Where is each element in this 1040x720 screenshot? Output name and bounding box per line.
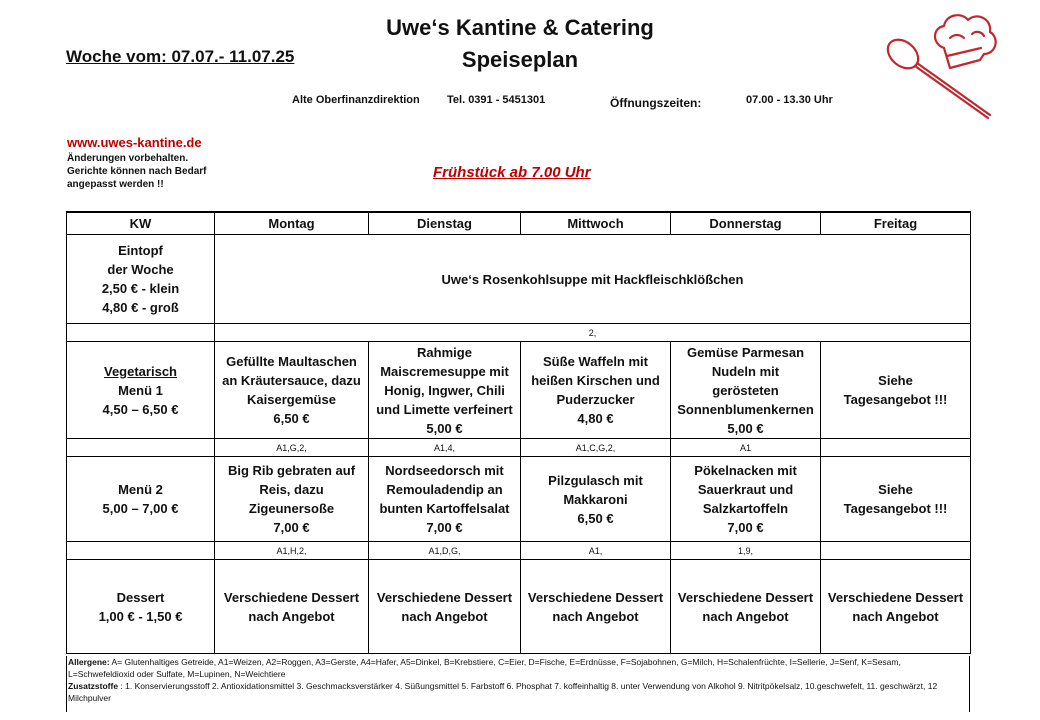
dish-line: Rahmige bbox=[417, 344, 472, 360]
eintopf-code: 2, bbox=[215, 324, 971, 342]
notice-line: angepasst werden !! bbox=[67, 179, 164, 190]
dish-line: Süße Waffeln mit bbox=[543, 354, 648, 369]
notice bbox=[67, 152, 237, 191]
menu1-dienstag bbox=[369, 342, 521, 439]
opening-hours: 07.00 - 13.30 Uhr bbox=[746, 94, 833, 106]
allergen-label: Allergene: bbox=[68, 657, 110, 667]
allergen-code: A1,4, bbox=[369, 439, 521, 457]
dish-price: 7,00 € bbox=[273, 520, 310, 535]
allergen-code: 1,9, bbox=[671, 542, 821, 560]
col-header-donnerstag: Donnerstag bbox=[671, 212, 821, 235]
eintopf-price-large: 4,80 € - groß bbox=[102, 300, 179, 315]
week-range: Woche vom: 07.07.- 11.07.25 bbox=[66, 47, 295, 66]
header-row bbox=[67, 212, 971, 235]
dish-price: 7,00 € bbox=[426, 520, 463, 535]
dish-line: heißen Kirschen und bbox=[531, 373, 660, 388]
dessert-freitag bbox=[821, 560, 971, 654]
menu1-price: 4,50 – 6,50 € bbox=[102, 401, 179, 417]
allergen-code bbox=[821, 439, 971, 457]
dish-price: 5,00 € bbox=[426, 420, 463, 436]
dessert-montag bbox=[215, 560, 369, 654]
allergen-code: A1, bbox=[521, 542, 671, 560]
dish-line: Puderzucker bbox=[556, 392, 635, 407]
menu2-code-row bbox=[67, 542, 971, 560]
notice-line: Gerichte können nach Bedarf bbox=[67, 166, 207, 177]
dish-line: Tagesangebot !!! bbox=[843, 392, 948, 407]
dish-line: nach Angebot bbox=[552, 608, 639, 624]
allergen-code: A1,C,G,2, bbox=[521, 439, 671, 457]
menu1-donnerstag bbox=[671, 342, 821, 439]
dish-line: nach Angebot bbox=[852, 608, 939, 624]
dish-line: Remouladendip an bbox=[386, 482, 503, 497]
menu2-montag bbox=[215, 457, 369, 542]
menu2-row bbox=[67, 457, 971, 542]
menu2-dienstag bbox=[369, 457, 521, 542]
additive-legend bbox=[68, 680, 969, 704]
dish-line: an Kräutersauce, dazu bbox=[222, 373, 361, 388]
dish-line: Verschiedene Dessert bbox=[527, 589, 664, 605]
dessert-price: 1,00 € - 1,50 € bbox=[98, 608, 183, 624]
eintopf-code-row bbox=[67, 324, 971, 342]
col-header-dienstag: Dienstag bbox=[369, 212, 521, 235]
dish-line: und Limette verfeinert bbox=[376, 401, 513, 417]
eintopf-title: Eintopf bbox=[118, 243, 163, 258]
dish-line: Zigeunersoße bbox=[248, 501, 335, 516]
dessert-row bbox=[67, 560, 971, 654]
dish-price: 6,50 € bbox=[577, 510, 614, 526]
address: Alte Oberfinanzdirektion bbox=[292, 94, 420, 106]
dish-line: Tagesangebot !!! bbox=[843, 501, 948, 516]
notice-line: Änderungen vorbehalten. bbox=[67, 153, 189, 164]
col-header-freitag: Freitag bbox=[821, 212, 971, 235]
dish-price: 6,50 € bbox=[273, 411, 310, 426]
menu1-code-row bbox=[67, 439, 971, 457]
dish-line: Pilzgulasch mit bbox=[548, 472, 643, 488]
code-cell bbox=[67, 439, 215, 457]
company-title: Uwe‘s Kantine & Catering bbox=[386, 15, 654, 40]
dessert-title: Dessert bbox=[116, 589, 165, 605]
allergen-code: A1 bbox=[671, 439, 821, 457]
dish-line: Gemüse Parmesan bbox=[686, 344, 805, 360]
dish-line: Big Rib gebraten auf bbox=[227, 463, 356, 478]
dish-line: nach Angebot bbox=[401, 608, 488, 624]
eintopf-row bbox=[67, 235, 971, 324]
menu1-montag bbox=[215, 342, 369, 439]
legend bbox=[66, 656, 970, 712]
chef-hat-spoon-icon bbox=[880, 8, 1000, 123]
dish-line: Reis, dazu bbox=[259, 482, 324, 497]
dish-line: Sauerkraut und bbox=[697, 482, 794, 497]
dish-line: Verschiedene Dessert bbox=[677, 589, 814, 605]
code-cell bbox=[67, 324, 215, 342]
dessert-label bbox=[67, 560, 215, 654]
additive-text: : 1. Konservierungsstoff 2. Antioxidationsmittel 3. Geschmacksverstärker 4. Süßungsmittel 5. Farbstoff 6. Phosphat 7. koffeinhaltig 8. unter Verwendung von Alkohol 9. Nitritpökelsalz, 10.geschwefelt, 11. geschwärzt, 12 Milchpulver bbox=[68, 681, 938, 703]
menu1-category: Vegetarisch bbox=[104, 363, 177, 379]
eintopf-dish: Uwe‘s Rosenkohlsuppe mit Hackfleischklößchen bbox=[215, 235, 971, 324]
website-link[interactable]: www.uwes-kantine.de bbox=[67, 135, 202, 150]
dish-price: 5,00 € bbox=[727, 420, 764, 436]
dish-line: Maiscremesuppe mit bbox=[380, 363, 509, 379]
eintopf-label bbox=[67, 235, 215, 324]
dish-line: nach Angebot bbox=[702, 608, 789, 624]
dish-line: Verschiedene Dessert bbox=[827, 589, 964, 605]
allergen-text: A= Glutenhaltiges Getreide, A1=Weizen, A2=Roggen, A3=Gerste, A4=Hafer, A5=Dinkel, B=Krebstiere, C=Eier, D=Fische, E=Erdnüsse, F=Sojabohnen, G=Milch, H=Schalenfrüchte, I=Sellerie, J=Senf, K=Sesam, L=Schwefeldioxid oder Sulfate, M=Lupinen, N=Weichtiere bbox=[68, 657, 901, 679]
col-header-montag: Montag bbox=[215, 212, 369, 235]
page-subtitle: Speiseplan bbox=[461, 47, 579, 72]
allergen-code: A1,G,2, bbox=[215, 439, 369, 457]
dessert-dienstag bbox=[369, 560, 521, 654]
menu2-title: Menü 2 bbox=[118, 482, 163, 497]
menu2-donnerstag bbox=[671, 457, 821, 542]
menu2-price: 5,00 – 7,00 € bbox=[102, 501, 179, 516]
menu1-mittwoch bbox=[521, 342, 671, 439]
dish-line: Nudeln mit bbox=[711, 363, 780, 379]
dish-line: Salzkartoffeln bbox=[702, 501, 789, 516]
dish-line: Makkaroni bbox=[563, 491, 628, 507]
menu1-title: Menü 1 bbox=[118, 382, 163, 398]
menu2-label bbox=[67, 457, 215, 542]
dish-price: 7,00 € bbox=[727, 520, 764, 535]
dessert-mittwoch bbox=[521, 560, 671, 654]
dish-line: bunten Kartoffelsalat bbox=[379, 501, 510, 516]
phone: Tel. 0391 - 5451301 bbox=[447, 94, 546, 106]
menu2-freitag bbox=[821, 457, 971, 542]
allergen-code: A1,H,2, bbox=[215, 542, 369, 560]
col-header-mittwoch: Mittwoch bbox=[521, 212, 671, 235]
hours-label: Öffnungszeiten: bbox=[610, 96, 702, 110]
menu-table bbox=[66, 211, 971, 654]
dish-line: Sonnenblumenkernen bbox=[677, 401, 814, 417]
dish-line: Honig, Ingwer, Chili bbox=[384, 382, 505, 398]
dish-line: Kaisergemüse bbox=[247, 392, 336, 407]
menu1-row bbox=[67, 342, 971, 439]
dish-line: Verschiedene Dessert bbox=[223, 589, 360, 605]
breakfast-notice: Frühstück ab 7.00 Uhr bbox=[433, 164, 591, 181]
dish-price: 4,80 € bbox=[577, 411, 614, 426]
menu2-mittwoch bbox=[521, 457, 671, 542]
menu1-label bbox=[67, 342, 215, 439]
allergen-legend bbox=[68, 656, 969, 680]
allergen-code bbox=[821, 542, 971, 560]
dish-line: Siehe bbox=[878, 373, 913, 388]
code-cell bbox=[67, 542, 215, 560]
dish-line: nach Angebot bbox=[248, 608, 335, 624]
dish-line: Siehe bbox=[878, 482, 913, 497]
dish-line: gerösteten bbox=[712, 382, 779, 398]
eintopf-subtitle: der Woche bbox=[107, 262, 174, 277]
menu1-freitag bbox=[821, 342, 971, 439]
dish-line: Verschiedene Dessert bbox=[376, 589, 513, 605]
dish-line: Gefüllte Maultaschen bbox=[226, 354, 357, 369]
allergen-code: A1,D,G, bbox=[369, 542, 521, 560]
dessert-donnerstag bbox=[671, 560, 821, 654]
eintopf-price-small: 2,50 € - klein bbox=[101, 281, 180, 296]
dish-line: Nordseedorsch mit bbox=[385, 463, 504, 478]
col-header-kw: KW bbox=[67, 212, 215, 235]
additive-label: Zusatzstoffe bbox=[68, 681, 119, 691]
dish-line: Pökelnacken mit bbox=[694, 463, 797, 478]
